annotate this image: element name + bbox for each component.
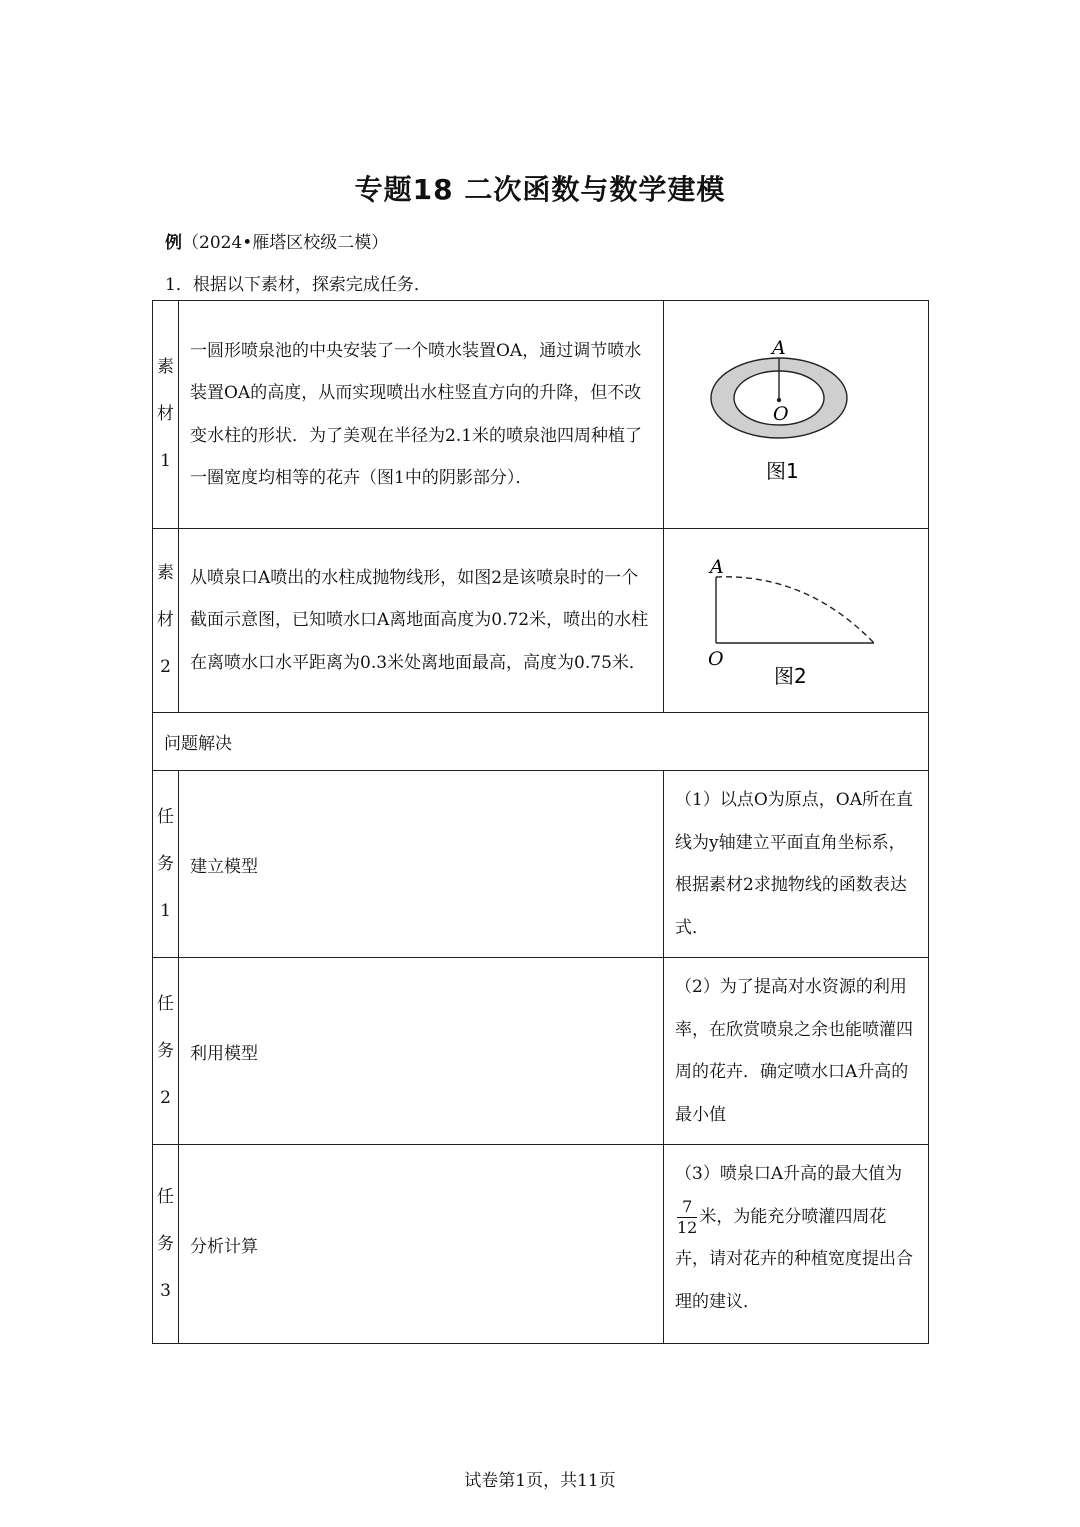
problem-table xyxy=(152,300,929,1344)
side-char: 3 xyxy=(160,1280,171,1301)
task-1-side xyxy=(153,771,179,958)
fraction-numerator: 7 xyxy=(677,1197,697,1218)
side-char: 素 xyxy=(157,563,174,583)
fountain-top-view xyxy=(696,340,896,490)
material-row-1 xyxy=(153,301,929,529)
material-row-2 xyxy=(153,529,929,713)
task-1-name: 建立模型 xyxy=(179,771,664,958)
fraction-denominator: 12 xyxy=(677,1217,698,1237)
example-label: 例 xyxy=(165,233,182,253)
figure-2 xyxy=(664,529,929,713)
material-1-side xyxy=(153,301,179,529)
task-row-3 xyxy=(153,1145,929,1344)
side-char: 务 xyxy=(157,1040,174,1061)
page-title: 专题18 二次函数与数学建模 xyxy=(354,173,726,206)
task-row-1 xyxy=(153,771,929,958)
side-char: 材 xyxy=(157,404,174,424)
side-char: 务 xyxy=(157,1233,174,1254)
material-2-text: 从喷泉口A喷出的水柱成抛物线形，如图2是该喷泉时的一个截面示意图，已知喷水口A离地面高度为0.72米，喷出的水柱在离喷水口水平距离为0.3米处离地面最高，高度为0.75米． xyxy=(179,529,664,713)
side-char: 2 xyxy=(160,1087,171,1108)
material-1-text: 一圆形喷泉池的中央安装了一个喷水装置OA，通过调节喷水装置OA的高度，从而实现喷出水柱竖直方向的升降，但不改变水柱的形状．为了美观在半径为2.1米的喷泉池四周种植了一圈宽度均相等的花卉（图1中的阴影部分）． xyxy=(179,301,664,529)
side-char: 素 xyxy=(157,357,174,377)
problem-intro: 1．根据以下素材，探索完成任务． xyxy=(165,275,431,295)
task-3-text-after: 米，为能充分喷灌四周花卉，请对花卉的种植宽度提出合理的建议． xyxy=(675,1206,913,1312)
section-heading: 问题解决 xyxy=(153,713,929,771)
point-O xyxy=(777,397,781,401)
fraction-7-12 xyxy=(677,1197,697,1238)
task-3-side xyxy=(153,1145,179,1344)
side-char: 1 xyxy=(160,451,171,471)
side-char: 务 xyxy=(157,853,174,874)
task-1-text: （1）以点O为原点，OA所在直线为y轴建立平面直角坐标系，根据素材2求抛物线的函数表达式． xyxy=(664,771,929,958)
side-char: 任 xyxy=(157,993,174,1014)
example-line xyxy=(165,228,388,253)
task-3-name: 分析计算 xyxy=(179,1145,664,1344)
task-3-text xyxy=(664,1145,929,1344)
label-A: A xyxy=(710,555,724,578)
side-char: 材 xyxy=(157,610,174,630)
label-O: O xyxy=(773,402,789,425)
water-parabola xyxy=(716,576,874,642)
label-O: O xyxy=(708,647,724,670)
task-2-name: 利用模型 xyxy=(179,958,664,1145)
task-3-text-before: （3）喷泉口A升高的最大值为 xyxy=(675,1164,903,1184)
section-row xyxy=(153,713,929,771)
page-footer: 试卷第1页，共11页 xyxy=(464,1471,616,1491)
material-2-side xyxy=(153,529,179,713)
task-2-text: （2）为了提高对水资源的利用率，在欣赏喷泉之余也能喷灌四周的花卉．确定喷水口A升高的最小值 xyxy=(664,958,929,1145)
label-A: A xyxy=(772,339,786,359)
side-char: 任 xyxy=(157,1186,174,1207)
example-source: （2024•雁塔区校级二模） xyxy=(182,233,389,253)
task-row-2 xyxy=(153,958,929,1145)
figure-2-caption: 图2 xyxy=(774,663,807,688)
figure-1-caption: 图1 xyxy=(766,458,799,483)
task-2-side xyxy=(153,958,179,1145)
parabola-section-view xyxy=(696,551,896,691)
figure-1 xyxy=(664,301,929,529)
side-char: 任 xyxy=(157,806,174,827)
side-char: 1 xyxy=(160,900,171,921)
side-char: 2 xyxy=(160,657,171,677)
